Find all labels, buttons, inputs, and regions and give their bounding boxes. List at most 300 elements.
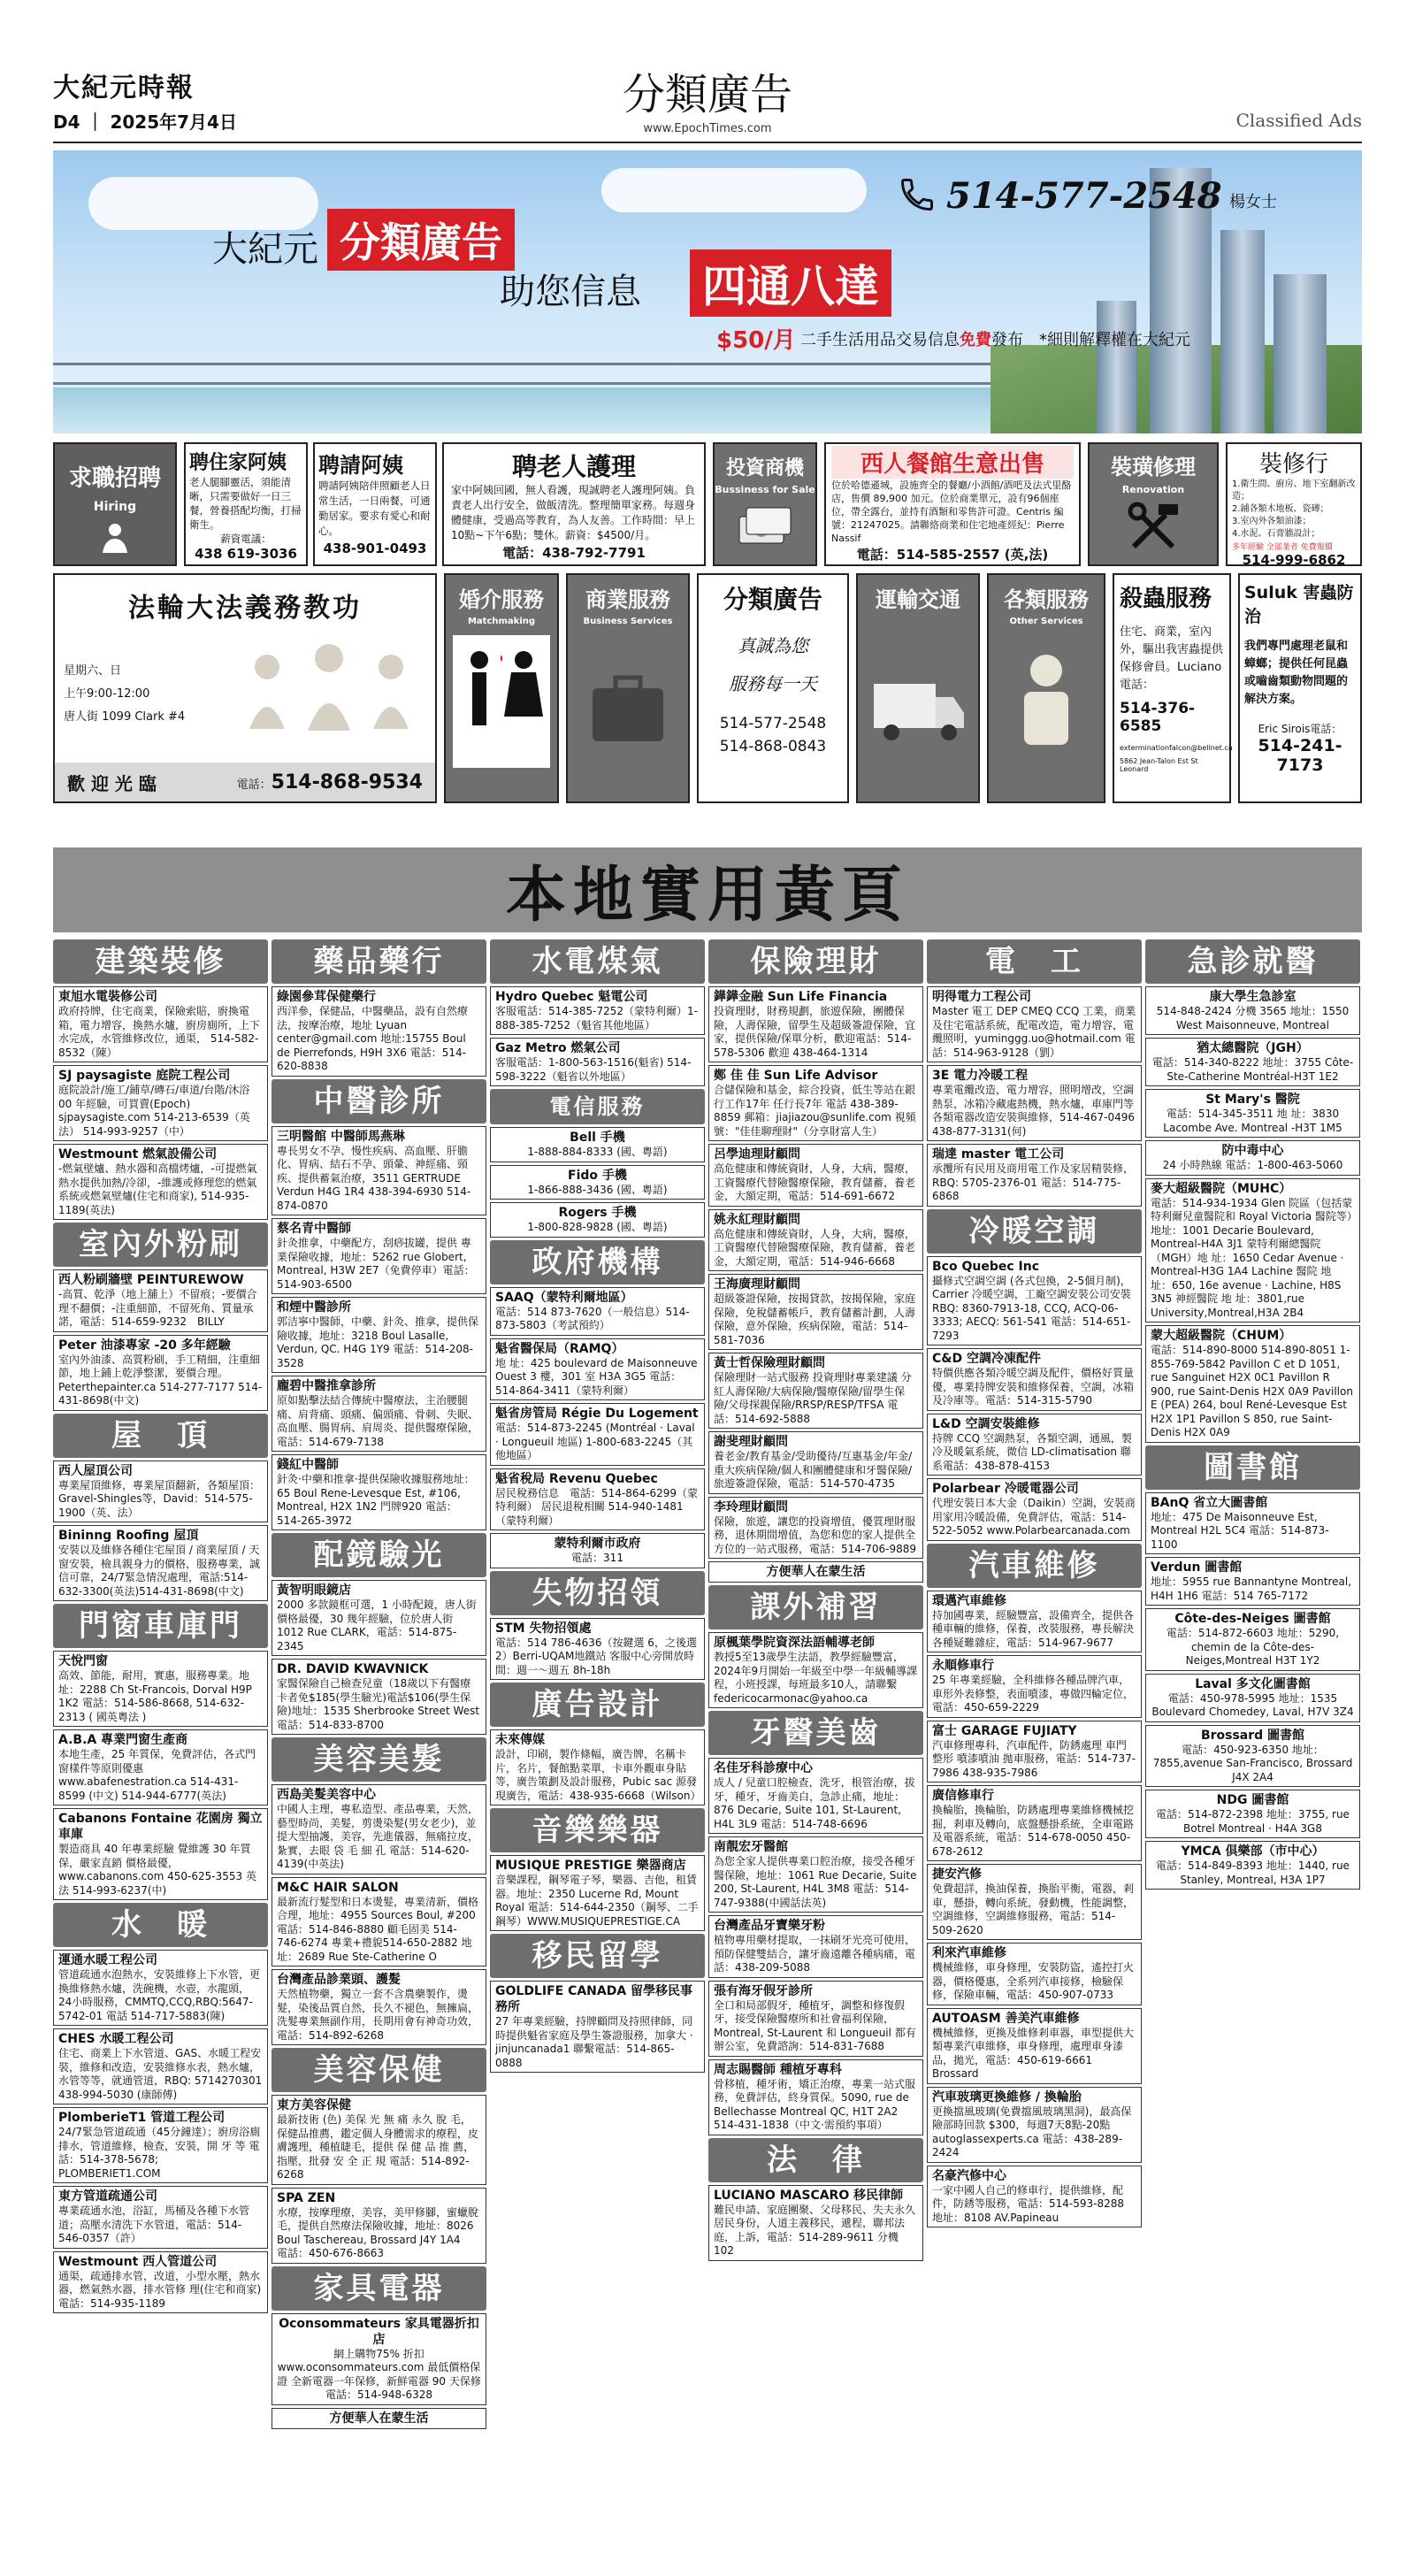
yp-listing-name: 姚永紅理財顧問 xyxy=(714,1212,800,1227)
ad-pest-body: 住宅、商業，室內外，驅出我害蟲提供保修會員。Luciano電話： xyxy=(1120,625,1224,692)
ad-elder-body: 家中阿姨回國，無人看護，現誠聘老人護理阿姨。負責老人出行安全，做飯清洗。整理簡單家務。每週身體健康，受過高等教育，為人友善。工作時間：早上10點~下午6點；雙休。薪資：$4500/月。 xyxy=(451,484,696,541)
yp-listing-text: 地址：475 De Maisonneuve Est, Montreal H2L 5C4 電話：514-873-1100 xyxy=(1151,1510,1329,1551)
ad-restaurant-body: 位於哈德遜城，設施齊全的餐廳/小酒館/酒吧及法式里酪店，售價 89,900 加元。位於商業單元，設有96個座位，帶全露台，並持有酒類和零售許可證。Centris 編號：21247025。請聯絡商業和住宅地產經紀：Pierre Nassif xyxy=(831,479,1072,544)
yp-listing xyxy=(927,1256,1142,1346)
yp-listing-text: 專長男女不孕、慢性疾病、高血壓、肝膽化、胃病、結石不孕、頭暈、神經痛、頸疾、提供蓄氣治療，3511 GERTRUDE Verdun H4G 1R4 438-394-6930 514-874-0870 xyxy=(277,1144,471,1212)
yp-listing xyxy=(708,986,923,1062)
yp-listing-text: 代理安裝日本大金（Daikin）空調，安裝商用家用冷暖設備，免費評估，電話：514-522-5052 www.Polarbearcanada.com xyxy=(932,1497,1136,1537)
site-url[interactable]: www.EpochTimes.com xyxy=(643,122,772,135)
yp-listing-name: 汽車玻璃更換維修 / 換輪胎 xyxy=(932,2089,1082,2104)
yp-listing-text: 室內外油漆、高質粉刷，手工精細，注重細節，地上鋪上乾淨整潔，要價合理。 Peterthepainter.ca 514-277-7177 514-431-8698(中文) xyxy=(58,1353,263,1407)
bizsvc-subtitle: Business Services xyxy=(583,617,673,626)
yp-listing-text: 網上購物75% 折扣 www.oconsommateurs.com 最低價格保證 全新電器一年保修，新鮮電器 90 天保修 電話：514-948-6328 xyxy=(277,2347,481,2401)
yp-listing-name: 蔡名青中醫師 xyxy=(277,1222,351,1236)
ad-self-phone1: 514-577-2548 xyxy=(719,715,827,732)
yp-listing-text: 政府持牌，住宅商業，保險索賠，廚換電箱，電力增容，換熱水爐，廚房廁所，上下水完成，水管維修改位，通渠， 514-582-8532（陳） xyxy=(58,1005,261,1059)
yp-listing xyxy=(708,1632,923,1708)
ad-nanny-title: 聘住家阿姨 xyxy=(189,452,287,474)
yp-listing xyxy=(708,1274,923,1350)
yp-listing-name: 方便華人在蒙生活 xyxy=(329,2411,429,2426)
yp-listing-name: MUSIQUE PRESTIGE 樂器商店 xyxy=(495,1859,686,1873)
yp-column-5 xyxy=(927,939,1142,2542)
yp-listing xyxy=(53,1808,268,1900)
page-header xyxy=(53,53,1362,142)
yp-listing-name: Gaz Metro 燃氣公司 xyxy=(495,1041,621,1055)
yp-section-header: 電 工 xyxy=(927,939,1142,984)
yp-section-header: 課外補習 xyxy=(708,1585,923,1629)
yp-listing-text: 1-800-828-9828 (國、粵語) xyxy=(527,1221,668,1233)
yp-listing xyxy=(927,1414,1142,1476)
yp-listing xyxy=(272,1218,486,1294)
yp-listing xyxy=(53,2251,268,2314)
newspaper-logo: 大紀元時報 xyxy=(53,73,195,104)
invest-section-box xyxy=(713,442,817,566)
yp-listing-name: 東方美容保健 xyxy=(277,2098,351,2112)
yp-listing-name: 利來汽車維修 xyxy=(932,1946,1006,1960)
yp-section-header: 急診就醫 xyxy=(1145,939,1360,984)
yp-listing-text: 住宅、商業上下水管道、GAS、水暖工程安裝，維修和改造，安裝維修水表，熱水爐，水管等等，就通管道，RBQ: 5714270301 438-994-5030 (康師傅) xyxy=(58,2047,263,2101)
yp-listing-name: Laval 多文化圖書館 xyxy=(1195,1676,1311,1691)
yp-listing xyxy=(927,2087,1142,2163)
yp-listing xyxy=(272,1784,486,1874)
yp-listing-text: 更換擋風玻璃(免費擋風玻璃黑洞)，最高保險部時回款 $300，每週7天8點-20點 autoglassexperts.ca 電話：438-289-2424 xyxy=(932,2104,1132,2158)
banner-line1: 大紀元 xyxy=(212,229,318,270)
yp-listing-text: 保險，旅遊，讓您的投資增值，優質理財服務，退休期間增值，為您和您的家人提供全方位的一站式服務，電話：514-706-9889 xyxy=(714,1514,917,1555)
yp-listing-text: 專業疏通水池，浴缸，馬桶及各種下水管道；高壓水清洗下水管道，電話：514-546-0357（許） xyxy=(58,2204,250,2244)
yp-section-header: 移民留學 xyxy=(490,1934,705,1978)
yp-section-header: 圖書館 xyxy=(1145,1445,1360,1490)
yp-listing-text: 郭洁寧中醫師，中藥、針灸、推拿，提供保險收據，地址：3218 Boul Lasalle, Verdun, QC. H4G 1Y9 電話：514-208-3528 xyxy=(277,1315,479,1369)
banner-contact: 楊女士 xyxy=(1229,193,1277,211)
yp-listing-text: 設計，印刷，製作條幅，廣告牌，名稱卡片，名片，餐館點菜單，卡車外觀車身貼等，廣告策劃及設計服務，Pubic sac 源發現廣告，電話：438-935-6668（Wilson） xyxy=(495,1748,701,1802)
yp-listing-name: 南靚宏牙醫館 xyxy=(714,1840,788,1854)
yp-listing-name: 猶太總醫院（JGH） xyxy=(1197,1041,1309,1055)
yp-section-header: 配鏡驗光 xyxy=(272,1533,486,1577)
yp-listing-text: 安裝以及維修各種住宅屋頂 / 商業屋頂 / 天窗安裝，檢具親身力的價格，服務專業，誠信可靠，24/7緊急情況處理，電話:514-632-3300(英法)514-431-8698(中文) xyxy=(58,1544,261,1598)
banner-note: 二手生活用品交易信息免費發布 *細則解釋權在大紀元 xyxy=(800,331,1190,349)
ad-suluk-body: 我們專門處理老鼠和蟑螂；提供任何昆蟲或嚙齒類動物問題的解決方案。 xyxy=(1244,640,1349,706)
yp-section-header: 牙醫美齒 xyxy=(708,1711,923,1755)
yp-listing-text: 專業屋頂維修，專業屋頂翻新，各類屋頂：Gravel-Shingles等，David：514-575-1900（英、法） xyxy=(58,1478,261,1519)
banner-line2: 助您信息 xyxy=(500,272,641,312)
ship-title: 運輸交通 xyxy=(876,587,960,612)
yp-listing-name: M&C HAIR SALON xyxy=(277,1880,399,1895)
ad-reno-tag: 多年經驗 全部業者 免費報價 xyxy=(1232,543,1333,552)
yp-listing-name: AUTOASM 善美汽車維修 xyxy=(932,2011,1080,2026)
ad-suluk-pest xyxy=(1238,573,1362,803)
yp-listing-text: 西洋參，保健品，中醫藥品，設有自然療法，按摩治療，地址 Lyuan center@gmail.com 地址:15755 Boul de Pierrefonds, H9H 3X6 電話：514-620-8838 xyxy=(277,1005,469,1072)
yp-listing xyxy=(708,1915,923,1978)
yp-listing-text: 電話：514-345-3511 地 址：3830 Lacombe Ave. Montreal -H3T 1M5 xyxy=(1163,1108,1342,1134)
other-services-box xyxy=(987,573,1105,803)
yp-listing xyxy=(927,2008,1142,2084)
yp-listing xyxy=(53,1525,268,1601)
ad-elder-title: 聘老人護理 xyxy=(511,452,636,481)
yp-listing-name: Hydro Quebec 魁電公司 xyxy=(495,990,648,1004)
yp-section-header: 門窗車庫門 xyxy=(53,1604,268,1648)
yp-section-header: 中醫診所 xyxy=(272,1079,486,1123)
yp-listing xyxy=(708,1836,923,1913)
ad-self-phone2: 514-868-0843 xyxy=(719,738,827,755)
yp-listing xyxy=(53,1144,268,1220)
banner-price: $50/月 xyxy=(716,327,796,354)
yp-listing xyxy=(490,1533,705,1568)
ad-suluk-name: Eric Sirois電話： xyxy=(1258,723,1342,735)
yp-listing-text: 27 年專業經驗，持牌顧問及持照律師，同時提供魁省家庭及學生簽證服務，加拿大 · jinjuncanada1 聯繫電話：514-865-0888 xyxy=(495,2015,693,2069)
yp-listing-text: -高質、乾淨（地上舖上）不留痕；-要價合理不翻價；-注重細節，不留死角、質量承諾，電話：514-659-9232 BILLY xyxy=(58,1288,257,1328)
yp-listing-text: 針灸·中藥和推拿·提供保險收據服務地址：65 Boul Rene-Levesque Est, #106, Montreal, H2X 1N2 門牌920 電話：514-265-3972 xyxy=(277,1473,475,1527)
yp-listing xyxy=(1145,1725,1360,1788)
yp-listing-text: 25 年專業經驗，全科維修各種品牌汽車，車形外表修整，表面噴漆，專做四輪定位，電話：450-659-2229 xyxy=(932,1674,1135,1714)
yp-listing-name: 三明醫館 中醫師馬燕琳 xyxy=(277,1129,405,1144)
yp-listing-text: 本地生產，25 年質保，免費評估，各式門窗樣件等原則優惠 www.abafenestration.ca 514-431-8599 (中文) 514-944-6777(英法) xyxy=(58,1748,256,1802)
ad-falun-time: 上午9:00-12:00 xyxy=(64,687,150,701)
banner-phone: 514-577-2548 xyxy=(946,175,1222,217)
ad-falun-welcome: 歡 迎 光 臨 xyxy=(67,772,157,794)
yp-listing-name: 東方管道疏通公司 xyxy=(58,2189,157,2204)
invest-subtitle: Bussiness for Sale xyxy=(715,484,815,495)
ad-reno-item: 1.衛生間、廚房、地下室翻新改造； xyxy=(1232,479,1356,502)
yp-listing xyxy=(927,1721,1142,1783)
yp-listing-text: 24/7緊急管道疏通（45分鐘達）；廚房浴廁排水，管道維修，檢查，安裝，開 牙 等 電 話：514-378-5678; PLOMBERIET1.COM xyxy=(58,2126,261,2180)
yp-listing-text: 原如點擊法結合傳統中醫療法，主治腰腿痛、肩背痛、頭痛、偏頭痛、骨刺、失眠、高血壓、腸胃病、肩周炎、提供醫療保險，電話：514-679-7138 xyxy=(277,1394,479,1448)
ad-suluk-phone: 514-241-7173 xyxy=(1258,736,1342,775)
yp-section-header: 音樂樂器 xyxy=(490,1808,705,1852)
yp-listing-text: 合儲保險和基金，綜合投資，低生等站在銀行工作17年 任行長7年 電話 438-389-8859 郵箱：jiajiazou@sunlife.com 視頻號："佳佳聊理財"（分享財富人生） xyxy=(714,1084,916,1138)
yp-listing-name: 瑞達 master 電工公司 xyxy=(932,1147,1065,1162)
ad-falun-phone: 514-868-9534 xyxy=(271,770,423,794)
yp-listing-text: 超級簽證保險，按揭貸款，按揭保險，家庭保險，免稅儲蓄帳戶，教育儲蓄計劃，人壽保險，意外保險，疾病保險，電話：514-581-7036 xyxy=(714,1292,916,1346)
yp-listing-text: 水療，按摩理療，美容，美甲修腳，蜜蠟脫毛，提供自然療法保險收據，地址：8026 Boul Taschereau, Brossard J4Y 1A4 電話：450-676-8663 xyxy=(277,2205,479,2259)
yp-listing-name: 魁省房管局 Régie Du Logement xyxy=(495,1407,699,1421)
yp-listing-text: 教授5至13歲學生法語，教學經驗豐富，2024年9月開始一年級至中學一年級輔導課程，小班授課，每班最多10人，請聯繫 federicocarmonac@yahoo.ca xyxy=(714,1651,918,1705)
yp-listing-name: 台灣產品診業頭、護髮 xyxy=(277,1973,401,1987)
yp-listing-name: 蒙大超級醫院（CHUM） xyxy=(1151,1329,1292,1343)
yp-listing-text: 庭院設計/施工/鋪草/磚石/車道/台階/沐浴 00 年經驗，可買賣(Epoch) sjpaysagiste.com 514-213-6539（英法） 514-993-9257（中） xyxy=(58,1084,250,1138)
yp-listing-text: 持加國專業，經驗豐富，設備齊全，提供各種車輛的維修，保養，改裝服務，專長解決各種疑難雜症，電話：514-967-9677 xyxy=(932,1608,1135,1649)
yp-listing-name: DR. DAVID KWAVNICK xyxy=(277,1662,429,1676)
yp-listing-name: C&D 空調冷凍配件 xyxy=(932,1352,1041,1366)
yp-listing xyxy=(927,1065,1142,1141)
ad-reno-title: 裝修行 xyxy=(1258,451,1328,478)
yp-listing-name: 蒙特利爾市政府 xyxy=(554,1537,641,1551)
yp-listing-name: 張有海牙假牙診所 xyxy=(714,1983,813,1998)
ad-pest-control xyxy=(1113,573,1231,803)
yp-listing xyxy=(708,1431,923,1494)
handshake-icon xyxy=(97,521,133,555)
yp-listing-name: L&D 空調安裝維修 xyxy=(932,1416,1040,1431)
yp-listing-text: 地址：5955 rue Bannantyne Montreal, H4H 1H6 電話：514 765-7172 xyxy=(1151,1576,1352,1602)
matchmaking-box xyxy=(444,573,559,803)
money-icon xyxy=(734,501,796,554)
yellow-pages-grid xyxy=(53,939,1362,2542)
yp-listing-name: NDG 圖書館 xyxy=(1216,1793,1289,1807)
yp-listing-text: 承攬所有民用及商用電工作及家居精裝修，RBQ: 5705-2376-01 電話：514-775-6868 xyxy=(932,1162,1135,1202)
yp-listing-text: 高危健康和傳統資財，人身，大病，醫療，工資醫療代替險醫療保險，教育儲蓄，養老金，大額定期，電話：514-946-6668 xyxy=(714,1227,916,1268)
ad-nanny2-title: 聘請阿姨 xyxy=(318,453,403,478)
yp-listing-name: 西人屋頂公司 xyxy=(58,1463,133,1478)
page-title: 分類廣告 xyxy=(622,70,792,119)
yp-listing xyxy=(272,1580,486,1656)
ad-falun-day: 星期六、日 xyxy=(64,664,122,678)
yp-listing-name: 康大學生急診室 xyxy=(1209,990,1296,1004)
yp-listing-name: Fido 手機 xyxy=(568,1168,627,1183)
yp-listing-text: 特價供應各類冷暖空調及配件，價格好質量優，專業持牌安裝和維修保養，空調，冰箱及冷庫等。電話：514-315-5790 xyxy=(932,1367,1135,1407)
yp-listing xyxy=(708,1065,923,1141)
ad-nanny-pay: 薪資電議： xyxy=(220,533,272,545)
yp-listing-name: Côte-des-Neiges 圖書館 xyxy=(1174,1612,1331,1626)
yp-listing xyxy=(708,2185,923,2261)
other-title: 各類服務 xyxy=(1004,587,1089,612)
ad-reno-phone: 514-999-6862 xyxy=(1242,552,1346,568)
yp-listing-text: 管道疏通水泡熱水，安裝維修上下水管，更換維修熱水爐，洗碗機，水壺，水龍頭，24小時服務，CMMTQ,CCQ,RBQ:5647-5742-01 電話 514-717-5883(陳) xyxy=(58,1968,261,2022)
yp-listing-name: STM 失物招領處 xyxy=(495,1621,592,1636)
yp-listing-text: 保險理財一站式服務 投資理財專業建議 分紅人壽保險/大病保險/醫療保險/留學生保險/父母探親保險/RRSP/RESP/TFSA 電話：514-692-5888 xyxy=(714,1371,912,1425)
yp-listing xyxy=(490,986,705,1035)
yp-listing-text: 最新流行髮型和日本燙髮，專業清新，價格合理，地址：4955 Sources Boul, #200 電話：514-846-8880 顧毛固美 514-746-6274 專業+禮貌514-650-2882 地址：2689 Rue Ste-Catherine O xyxy=(277,1895,479,1963)
yp-listing xyxy=(272,1376,486,1452)
ad-nanny2 xyxy=(313,442,437,566)
ad-elder-care xyxy=(442,442,706,566)
ad-renovation-co xyxy=(1226,442,1362,566)
ad-falun-dafa xyxy=(53,573,437,803)
yp-listing xyxy=(490,1202,705,1238)
yp-section-header: 屋 頂 xyxy=(53,1414,268,1458)
yp-section-header: 汽車維修 xyxy=(927,1544,1142,1588)
ad-reno-item: 3.室內外各類油漆； xyxy=(1232,517,1312,526)
yp-listing-name: SJ paysagiste 庭院工程公司 xyxy=(58,1069,231,1083)
yp-listing xyxy=(53,1651,268,1727)
yp-section-header: 家具電器 xyxy=(272,2266,486,2311)
yp-listing xyxy=(927,1655,1142,1718)
yp-listing xyxy=(53,2107,268,2183)
yp-listing-name: Bco Quebec Inc xyxy=(932,1259,1039,1274)
bizsvc-title: 商業服務 xyxy=(585,587,670,612)
ad-pest-title: 殺蟲服務 xyxy=(1120,586,1212,612)
yp-listing-text: 1-866-888-3436 (國、粵語) xyxy=(527,1183,668,1196)
yp-listing xyxy=(53,1335,268,1411)
ad-restaurant-phone: 電話：514-585-2557 (英,法) xyxy=(856,547,1049,563)
yp-listing-name: 廣信修車行 xyxy=(932,1789,994,1803)
yp-listing xyxy=(53,1729,268,1806)
banner-highlight2: 四通八達 xyxy=(690,249,891,317)
yp-listing xyxy=(708,1144,923,1207)
yp-listing-text: 全口和局部假牙，種植牙，調整和修復假牙，接受保險醫療所和社會福利保險，Montreal, St-Laurent 和 Longueuil 都有辦公室，免費諮詢：514-831-7688 xyxy=(714,1998,916,2052)
yp-listing-text: 1-888-884-8333 (國、粵語) xyxy=(527,1146,668,1158)
yp-listing-name: CHES 水暖工程公司 xyxy=(58,2032,174,2046)
invest-title: 投資商機 xyxy=(725,457,804,479)
yp-listing xyxy=(708,1209,923,1272)
yp-listing-text: 專業電纜改造，電力增容，照明增改，空調熱泵，冰箱冷藏處熱機，熱水爐，車庫門等各類電器改造安裝與維修，514-467-0496 438-877-3131(何) xyxy=(932,1084,1136,1138)
ad-reno-item: 2.鋪各類木地板、瓷磚； xyxy=(1232,504,1329,514)
yp-listing xyxy=(490,1403,705,1466)
yp-listing xyxy=(708,1758,923,1834)
ad-self-line2: 服務每一天 xyxy=(729,673,817,694)
yp-listing-name: 運通水暖工程公司 xyxy=(58,1953,157,1967)
yp-listing-name: 捷安汽修 xyxy=(932,1867,982,1882)
yp-listing xyxy=(927,986,1142,1062)
yp-column-1 xyxy=(53,939,268,2542)
match-title: 婚介服務 xyxy=(459,587,544,612)
yp-listing xyxy=(53,1269,268,1332)
yp-listing-name: 名佳牙科診療中心 xyxy=(714,1761,813,1775)
ad-classified-self xyxy=(697,573,849,803)
yp-listing-name: 黃士哲保險理財顧問 xyxy=(714,1356,825,1370)
ad-falun-tel-label: 電話： xyxy=(236,778,272,792)
yp-listing-name: Brossard 圖書館 xyxy=(1200,1728,1305,1743)
renov-title: 裝璜修理 xyxy=(1111,455,1196,479)
yp-listing-text: 電話：514-934-1934 Glen 院區（包括蒙特利爾兒童醫院和 Royal Victoria 醫院等）地址：1001 Decarie Boulevard, Montreal-H4A 3J1 蒙特利爾總醫院（MGH）地 址：1650 Cedar Avenue · Montreal-H3G 1A4 Lachine 醫院 地 址：650, 16e avenue · Lachine, H8S 3N5 神經醫院 地 址：3801,rue University,Montreal,H3A 2B4 xyxy=(1151,1196,1353,1319)
yp-listing xyxy=(1145,986,1360,1035)
yp-listing-text: 2000 多款鏡框可選，1 小時配鏡，唐人街價格最優，30 幾年經驗，位於唐人街 1012 Rue CLARK，電話：514-875-2345 xyxy=(277,1598,477,1652)
yp-listing xyxy=(1145,1492,1360,1555)
yp-listing xyxy=(490,1855,705,1931)
yp-listing xyxy=(927,1943,1142,2005)
yp-section-header: 電信服務 xyxy=(490,1089,705,1124)
yp-listing xyxy=(708,1981,923,2057)
yp-listing-text: 為您全家人提供專業口腔治療，接受各種牙醫保險，地址：1061 Rue Decarie, Suite 200, St-Laurent, H4L 3M8 電話：514-747-9388(中國話法英) xyxy=(714,1855,917,1909)
yp-listing-name: Bininng Roofing 屋頂 xyxy=(58,1529,199,1543)
ad-elder-phone: 電話：438-792-7791 xyxy=(502,545,646,561)
yp-listing-text: 514-848-2424 分機 3565 地址：1550 West Maisonneuve, Montreal xyxy=(1156,1005,1350,1031)
yp-listing-name: 永順修車行 xyxy=(932,1659,994,1673)
yp-listing xyxy=(53,1065,268,1141)
yp-listing-name: 謝斐理財顧問 xyxy=(714,1435,788,1449)
yp-listing xyxy=(53,986,268,1062)
yp-listing-name: A.B.A 專業門窗生產商 xyxy=(58,1733,188,1747)
yp-listing-name: 鏵鏵金融 Sun Life Financia xyxy=(714,990,888,1004)
yp-column-2 xyxy=(272,939,491,2542)
yp-listing-name: St Mary's 醫院 xyxy=(1205,1092,1300,1107)
ad-pest-email[interactable]: exterminationfalcon@bellnet.ca xyxy=(1120,744,1233,752)
yp-listing-text: 電話：514-873-2245 (Montréal · Laval · Longueuil 地區) 1-800-683-2245（其他地區） xyxy=(495,1422,695,1461)
yp-listing-name: 和煙中醫診所 xyxy=(277,1300,351,1315)
yp-listing xyxy=(708,1497,923,1560)
yp-listing-name: Verdun 圖書館 xyxy=(1151,1560,1243,1575)
ad-nanny-body: 老人腿腳靈活，須能清晰，只需要做好一日三餐，營養搭配均衡，打掃衛生。 xyxy=(189,476,302,531)
yp-section-header: 室內外粉刷 xyxy=(53,1223,268,1267)
yp-listing-text: 客服電話：1-800-563-1516(魁省) 514-598-3222（魁省以外地區） xyxy=(495,1056,692,1083)
yp-listing-text: 電話：514 786-4636（按鍵選 6，之後選 2）Berri-UQAM地鐵站 客服中心旁開放時間：週一～週五 8h-18h xyxy=(495,1636,697,1676)
yp-listing-name: Peter 油漆專家 -20 多年經驗 xyxy=(58,1338,231,1353)
ad-pest-phone: 514-376-6585 xyxy=(1120,700,1196,735)
yp-listing-text: 製造商具 40 年專業經驗 覺維護 30 年質保，嚴家直銷 價格最優，www.cabanons.com 450-625-3553 英法 514-993-6237(中) xyxy=(58,1843,256,1897)
yp-listing-name: 周志賜醫師 種植牙專科 xyxy=(714,2062,842,2077)
yp-listing-name: 鄭 佳 佳 Sun Life Advisor xyxy=(714,1069,878,1083)
yp-listing-text: 攝修式空調空調 (各式包換，2-5個月制)，Carrier 冷暖空調，工廠空調安裝公司安裝 RBQ: 8360-7913-18, CCQ, ACQ-06-3333; AECQ: 561-541 電話：514-651-7293 xyxy=(932,1274,1131,1342)
yp-listing-text: 投資理財，財務規劃，旅遊保險，團體保險，人壽保險，留學生及超級簽證保險，宜家，提供保險/保單分析，歡迎電話：514-578-5306 歡迎 438-464-1314 xyxy=(714,1005,916,1059)
ad-nanny-phone: 438 619-3036 xyxy=(195,546,297,562)
yp-listing-text: 通渠，疏通排水管，改道，小型水壓，熱水器，燃氣熱水器，排水管修 理(住宅和商家) 電話：514-935-1189 xyxy=(58,2269,262,2310)
ad-falun-address: 唐人街 1099 Clark #4 xyxy=(64,710,186,724)
yp-section-header: 失物招領 xyxy=(490,1571,705,1615)
yp-listing-name: 西人粉刷牆壁 PEINTUREWOW xyxy=(58,1273,244,1287)
yp-listing xyxy=(927,1478,1142,1541)
yp-listing xyxy=(272,2408,486,2429)
yp-listing xyxy=(272,2313,486,2405)
yp-listing-name: 王海廣理財顧問 xyxy=(714,1277,800,1292)
yp-listing-name: Bell 手機 xyxy=(570,1131,625,1145)
yp-listing-name: Cabanons Fontaine 花園房 獨立車庫 xyxy=(58,1812,263,1842)
yp-listing-name: Polarbear 冷暖電器公司 xyxy=(932,1482,1079,1496)
yp-section-header: 保險理財 xyxy=(708,939,923,984)
yp-listing-name: 黃智明眼鏡店 xyxy=(277,1583,351,1598)
yp-listing xyxy=(490,1287,705,1336)
ad-suluk-title: Suluk 害蟲防治 xyxy=(1244,583,1354,626)
match-subtitle: Matchmaking xyxy=(467,617,536,626)
yp-listing-text: 居民稅務信息 電話：514-864-6299（蒙特利爾） 居民退稅相關 514-940-1481（蒙特利爾） xyxy=(495,1486,699,1527)
yellow-pages-title-bar xyxy=(53,847,1362,932)
yp-listing-text: 機械維修，車身修理，安裝防盜，遙控打火器，價格優惠，全系列汽車接修，檢驗保修，保險車輛，電話：450-907-0733 xyxy=(932,1961,1135,2001)
yp-listing xyxy=(490,1981,705,2073)
page-date: D4 ｜ 2025年7月4日 xyxy=(53,111,237,133)
yp-listing-name: PlomberieT1 管道工程公司 xyxy=(58,2111,226,2125)
yp-listing xyxy=(1145,1608,1360,1671)
yp-listing-name: Westmount 燃氣設備公司 xyxy=(58,1147,218,1162)
yp-listing-text: 家醫保險自己檢查兒童（18歲以下有醫療卡者免$185(學生驗光)電話$106(學生保險)地址：1535 Sherbrooke Street West 電話：514-833-8700 xyxy=(277,1677,491,1731)
yp-listing-text: Master 電工 DEP CMEQ CCQ 工業，商業及住宅電話系統，配電改造，電力增容，電纜照明，yuminggg.uo@hotmail.com 電話：514-963-9128（劉） xyxy=(932,1005,1136,1059)
yp-listing-text: 天然植物藥，獨立一套不含農藥製作，燙髮，染後品質自然，長久不褪色，無擁扁，洗髮專業無副作用，長期用會有神奇功效，電話：514-892-6268 xyxy=(277,1988,479,2042)
yp-section-header: 美容美髮 xyxy=(272,1737,486,1782)
yp-listing-text: -燃氣壁爐、熱水器和高檔烤爐，-可提燃氣熱水提供加熱/冷卻，-維護或修理您的燃氣系統或燃氣壁爐(住宅和商家), 514-935-1189(英法) xyxy=(58,1162,257,1216)
yp-listing xyxy=(1145,1038,1360,1086)
yp-listing-text: 地 址：425 boulevard de Maisonneuve Ouest 3 樓，301 室 H3A 3G5 電話：514-864-3411（蒙特利爾） xyxy=(495,1356,698,1397)
ad-falun-title: 法輪大法義務教功 xyxy=(128,593,362,624)
yp-listing xyxy=(490,1338,705,1401)
yp-listing xyxy=(927,1864,1142,1940)
yp-listing-name: 呂學迪理財顧問 xyxy=(714,1147,800,1162)
yp-listing xyxy=(1145,1089,1360,1138)
yp-listing xyxy=(927,1144,1142,1207)
yp-listing-name: 麥大超級醫院（MUHC） xyxy=(1151,1181,1292,1196)
yp-listing xyxy=(53,1950,268,2026)
yp-listing xyxy=(490,1618,705,1681)
yp-listing xyxy=(53,2028,268,2104)
yp-listing-text: 成人 / 兒童口腔檢查，洗牙，根管治療，拔牙，種牙，牙齒美白，急診止痛，地址：876 Decarie, Suite 101, St-Laurent, H4L 3L9 電話：514-748-6696 xyxy=(714,1776,915,1830)
meditation-figures-image xyxy=(232,632,426,764)
yp-listing-text: 針灸推拿，中藥配方，刮痧拔罐，提供 專業保險收據，地址：5262 rue Globert, Montreal, H3W 2E7（免費停車）電話：514-903-6500 xyxy=(277,1237,475,1291)
ad-reno-list xyxy=(1232,479,1356,540)
yp-listing xyxy=(272,1126,486,1216)
yp-listing-name: 西島美髮美容中心 xyxy=(277,1788,376,1802)
yp-listing-name: 李玲理財顧問 xyxy=(714,1499,788,1514)
yp-listing xyxy=(490,1127,705,1162)
yp-listing-name: 魁省醫保局（RAMQ） xyxy=(495,1341,624,1356)
yp-listing-text: 汽車修理專科，汽車配件，防銹處理 車門整形 噴漆噴油 拋車服務，電話：514-737-7986 438-935-7986 xyxy=(932,1738,1136,1779)
ad-nanny2-phone: 438-901-0493 xyxy=(323,540,427,556)
yp-listing-name: Rogers 手機 xyxy=(558,1206,637,1220)
yp-section-header: 水電煤氣 xyxy=(490,939,705,984)
ad-falun-info xyxy=(64,660,185,729)
hiring-section-box xyxy=(53,442,177,566)
yp-listing-name: 3E 電力冷暖工程 xyxy=(932,1069,1029,1083)
yp-listing xyxy=(272,2188,486,2264)
ad-restaurant-sale xyxy=(824,442,1081,566)
yp-listing-text: 持牌 CCQ 空調熱泵，各類空調，通風，製冷及暖氣系統，微信 LD-climatisation 聯系電話：438-878-4153 xyxy=(932,1431,1132,1472)
yp-listing-name: SAAQ（蒙特利爾地區） xyxy=(495,1290,633,1305)
yp-listing-text: 電話：514 873-7620（一般信息）514-873-5803（考試預約） xyxy=(495,1305,690,1331)
yp-listing xyxy=(490,1468,705,1531)
yp-listing-name: 天悅門窗 xyxy=(58,1654,108,1668)
yp-listing xyxy=(272,1877,486,1967)
yp-listing xyxy=(1145,1140,1360,1176)
yp-section-header: 廣告設計 xyxy=(490,1683,705,1727)
yp-section-header: 水 暖 xyxy=(53,1903,268,1947)
yp-listing-text: 電話：514-849-8393 地址：1440, rue Stanley, Montreal, H3A 1P7 xyxy=(1156,1859,1350,1886)
yp-listing-name: SPA ZEN xyxy=(277,2190,336,2205)
yp-listing xyxy=(53,1460,268,1523)
yp-listing-text: 養老金/教育基金/受助優待/互惠基金/年金/重大疾病保險/個人和團體健康和牙醫保險/旅遊簽證保險，電話：514-570-4735 xyxy=(714,1450,913,1490)
